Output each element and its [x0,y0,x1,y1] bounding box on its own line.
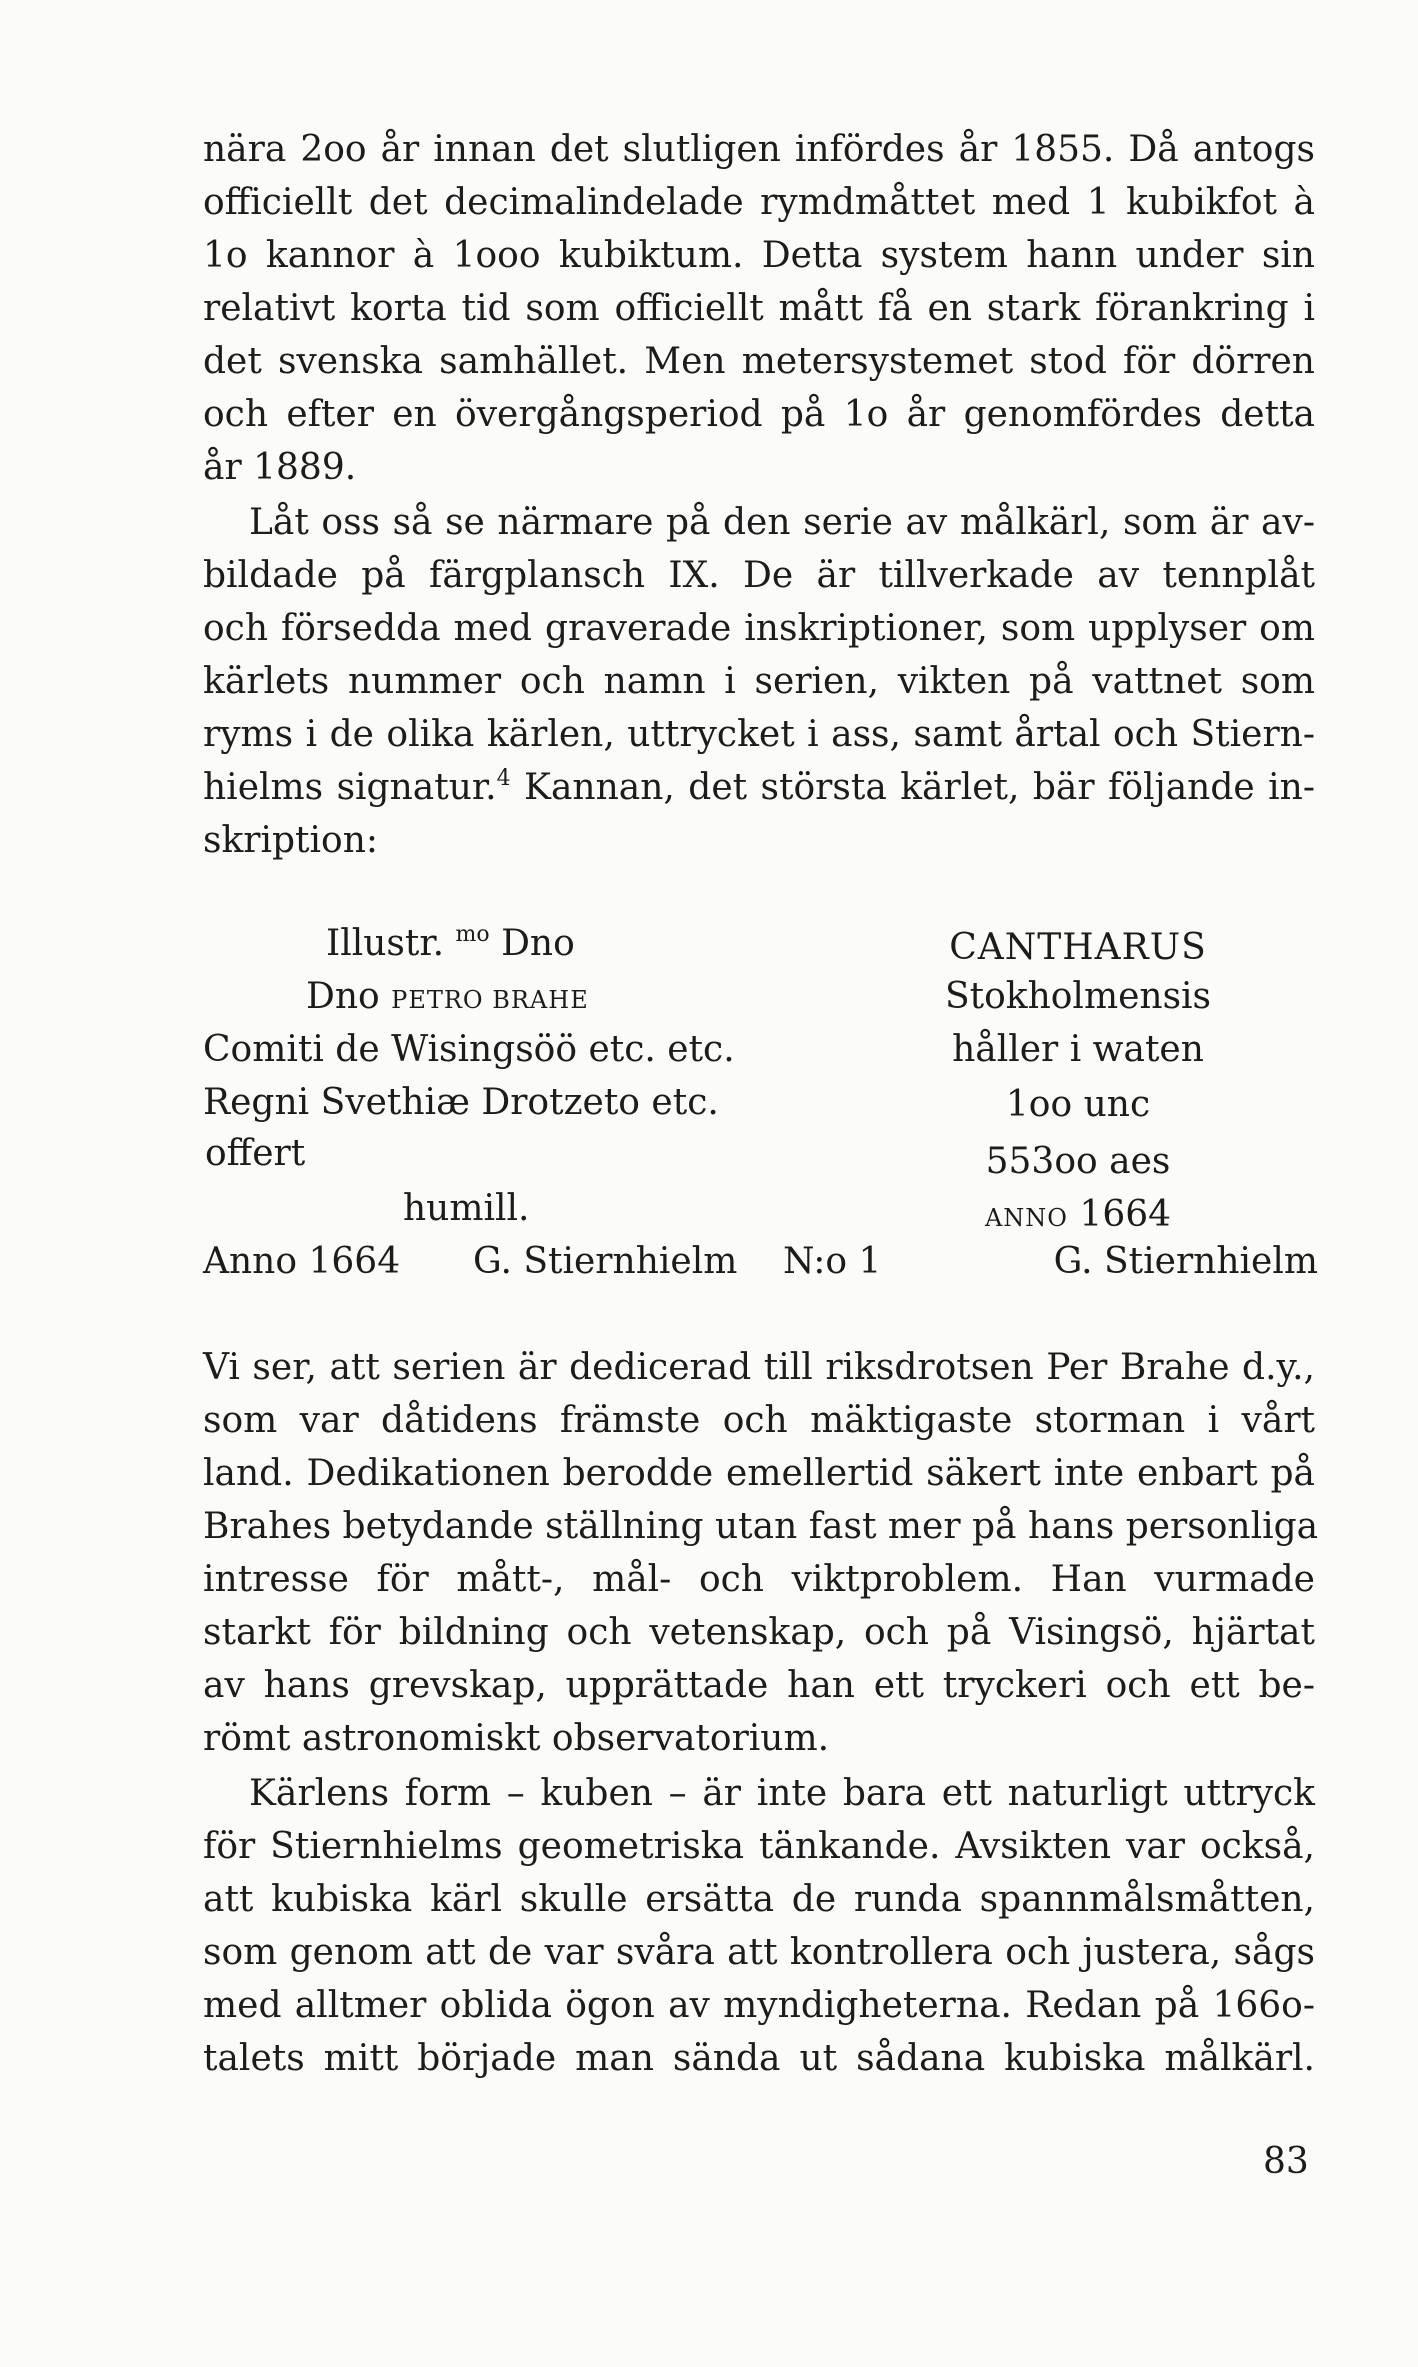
text-line: ryms i de olika kärlen, uttrycket i ass, samt årtal och Stiern- [203,714,1315,755]
text-fragment: hielms signatur. [203,767,497,808]
text-line: bildade på färgplansch IX. De är tillverkade av tennplåt [203,555,1315,596]
page-number: 83 [1263,2141,1309,2182]
inscription-right-line: 1oo unc [1005,1084,1151,1125]
text-line: kärlets nummer och namn i serien, vikten på vattnet som [203,661,1315,702]
inscription-left-line [306,977,589,1020]
text-line: Vi ser, att serien är dedicerad till riksdrotsen Per Brahe d.y., [203,1347,1315,1388]
text-fragment: Dno [489,923,575,964]
text-line: år 1889. [203,447,357,488]
text-line: att kubiska kärl skulle ersätta de runda spannmålsmåtten, [203,1879,1315,1920]
text-line: med alltmer oblida ögon av myndigheterna. Redan på 166o- [203,1985,1315,2026]
inscription-right-line [898,1195,1258,1238]
text-fragment: Kannan, det största kärlet, bär följande in- [510,767,1316,808]
text-line: av hans grevskap, upprättade han ett tryckeri och ett be- [203,1665,1315,1706]
inscription-right-signature: G. Stiernhielm [1053,1241,1318,1282]
inscription-right-line: håller i waten [952,1029,1204,1070]
text-line: starkt för bildning och vetenskap, och på Visingsö, hjärtat [203,1612,1315,1653]
text-line: relativt korta tid som officiellt mått få en stark förankring i [203,288,1315,329]
text-line: intresse för mått-, mål- och viktproblem. Han vurmade [203,1559,1315,1600]
text-line: som genom att de var svåra att kontrollera och justera, sågs [203,1932,1315,1973]
text-line [203,768,1315,808]
inscription-left-line: offert [205,1133,306,1174]
text-line: för Stiernhielms geometriska tänkande. Avsikten var också, [203,1826,1315,1867]
inscription-left-line: Comiti de Wisingsöö etc. etc. [203,1029,735,1070]
text-line: som var dåtidens främste och mäktigaste storman i vårt [203,1400,1315,1441]
inscription-anno: Anno 1664 [203,1241,401,1282]
text-line: Kärlens form – kuben – är inte bara ett naturligt uttryck [249,1773,1315,1814]
inscription-right-line: CANTHARUS [949,927,1207,968]
text-line: römt astronomiskt observatorium. [203,1718,830,1759]
text-fragment: Dno [306,976,392,1017]
text-line: och försedda med graverade inskriptioner, som upplyser om [203,608,1315,649]
inscription-left-line: humill. [403,1188,530,1229]
superscript: mo [455,922,490,947]
text-line: Låt oss så se närmare på den serie av målkärl, som är av- [249,502,1315,543]
text-line: det svenska samhället. Men metersystemet stod för dörren [203,341,1315,382]
text-line: talets mitt började man sända ut sådana kubiska målkärl. [203,2038,1315,2079]
inscription-right-line: 553oo aes [985,1141,1171,1182]
inscription-left-line: Regni Svethiæ Drotzeto etc. [203,1082,719,1123]
inscription-signature: G. Stiernhielm [473,1241,738,1282]
inscription-right-line: Stokholmensis [944,976,1212,1017]
small-caps-text: PETRO BRAHE [391,986,589,1014]
text-line: officiellt det decimalindelade rymdmåttet med 1 kubikfot à [203,182,1315,223]
text-line: land. Dedikationen berodde emellertid säkert inte enbart på [203,1453,1315,1494]
text-fragment: 1664 [1067,1194,1172,1235]
text-line: Brahes betydande ställning utan fast mer på hans personliga [203,1506,1319,1547]
text-line: nära 2oo år innan det slutligen infördes år 1855. Då antogs [203,129,1315,170]
small-caps-text: ANNO [984,1204,1068,1232]
text-line: skription: [203,820,379,861]
text-line: 1o kannor à 1ooo kubiktum. Detta system hann under sin [203,235,1315,276]
text-line: och efter en övergångsperiod på 1o år genomfördes detta [203,394,1315,435]
inscription-left-line [326,924,575,964]
text-fragment: Illustr. [326,923,456,964]
footnote-ref[interactable]: 4 [496,766,511,791]
inscription-number: N:o 1 [783,1241,882,1282]
